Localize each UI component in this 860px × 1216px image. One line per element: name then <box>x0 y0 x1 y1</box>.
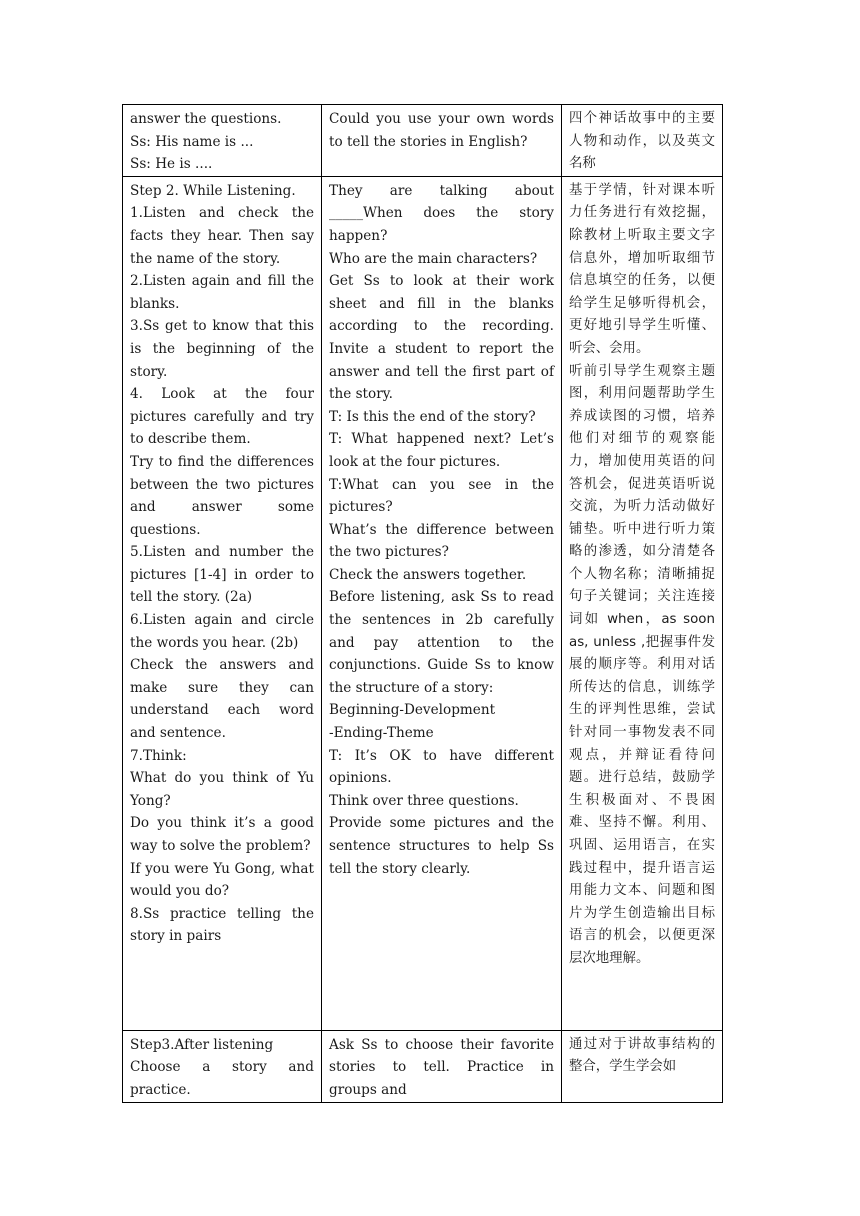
cell-paragraph: T: What happened next? Let’s look at the four pictures. <box>329 431 554 470</box>
cell-paragraph: Step3.After listening <box>130 1036 274 1053</box>
cell-paragraph: Could you use your own words to tell the stories in English? <box>329 111 554 150</box>
cell-paragraph: If you were Yu Gong, what would you do? <box>130 860 314 900</box>
table-row <box>123 1030 723 1102</box>
teacher-activity-cell <box>322 176 562 1030</box>
cell-paragraph: They are talking about _____When does the story happen? <box>329 182 554 244</box>
cell-paragraph: 8.Ss practice telling the story in pairs <box>130 905 314 945</box>
cell-paragraph: Step 2. While Listening. <box>130 182 296 199</box>
design-intent-cell <box>562 1030 723 1102</box>
student-activity-cell <box>123 176 322 1030</box>
cell-paragraph: Beginning-Development <box>329 702 496 719</box>
table-row <box>123 176 723 1030</box>
cell-paragraph: 7.Think: <box>130 747 187 764</box>
cell-paragraph: Ss: He is .... <box>130 156 213 173</box>
design-intent-cell <box>562 176 723 1030</box>
cell-paragraph: T: Is this the end of the story? <box>329 408 536 425</box>
cell-paragraph: 3.Ss get to know that this is the beginning of the story. <box>130 318 314 380</box>
cell-paragraph: answer the questions. <box>130 111 282 127</box>
cell-paragraph: 2.Listen again and fill the blanks. <box>130 273 314 312</box>
cell-paragraph: What do you think of Yu Yong? <box>130 770 314 809</box>
cell-paragraph: What’s the difference between the two pictures? <box>329 521 554 561</box>
cell-paragraph: 通过对于讲故事结构的整合，学生学会如 <box>569 1036 715 1075</box>
cell-paragraph: 5.Listen and number the pictures [1-4] in order to tell the story. (2a) <box>130 544 314 606</box>
cell-paragraph: -Ending-Theme <box>329 725 434 742</box>
table-row <box>123 105 723 177</box>
cell-paragraph: Check the answers and make sure they can understand each word and sentence. <box>130 657 314 742</box>
teacher-activity-cell <box>322 1030 562 1102</box>
lesson-plan-table <box>122 104 723 1103</box>
cell-paragraph: 1.Listen and check the facts they hear. Then say the name of the story. <box>130 205 314 267</box>
cell-paragraph: Choose a story and practice. <box>130 1059 314 1098</box>
cell-paragraph: Who are the main characters? <box>329 250 538 267</box>
cell-paragraph: Try to find the differences between the two pictures and answer some questions. <box>130 453 314 538</box>
student-activity-cell <box>123 1030 322 1102</box>
cell-paragraph: Get Ss to look at their work sheet and fill in the blanks according to the recording. Invite a student to report the answer and tell the first part of the story. <box>329 273 554 403</box>
cell-paragraph: Ask Ss to choose their favorite stories to tell. Practice in groups and <box>329 1036 554 1098</box>
cell-paragraph: 6.Listen again and circle the words you hear. (2b) <box>130 612 314 651</box>
teacher-activity-cell <box>322 105 562 177</box>
cell-paragraph: Do you think it’s a good way to solve the problem? <box>130 815 314 854</box>
cell-paragraph: 听前引导学生观察主题图，利用问题帮助学生养成读图的习惯，培养他们对细节的观察能力，增加使用英语的问答机会，促进英语听说交流，为听力活动做好铺垫。听中进行听力策略的渗透，如分清楚各个人物名称；清晰捕捉句子关键词；关注连接词如 when，as soon as, unless ,把握事件发展的顺序等。利用对话所传达的信息，训练学生的评判性思维，尝试针对同一事物发表不同观点，并辩证看待问题。进行总结，鼓励学生积极面对、不畏困难、坚持不懈。利用、巩固、运用语言，在实践过程中，提升语言运用能力文本、问题和图片为学生创造输出目标语言的机会，以便更深层次地理解。 <box>569 363 715 966</box>
cell-paragraph: 基于学情，针对课本听力任务进行有效挖掘，除教材上听取主要文字信息外，增加听取细节信息填空的任务，以便给学生足够听得机会，更好地引导学生听懂、听会、会用。 <box>569 182 715 356</box>
cell-paragraph: Check the answers together. <box>329 566 527 583</box>
cell-paragraph: Before listening, ask Ss to read the sentences in 2b carefully and pay attention to the conjunctions. Guide Ss to know the structure of a story: <box>329 589 554 696</box>
cell-paragraph: Ss: His name is ... <box>130 133 254 150</box>
design-intent-cell <box>562 105 723 177</box>
cell-paragraph: Provide some pictures and the sentence structures to help Ss tell the story clearly. <box>329 815 554 877</box>
cell-paragraph: 四个神话故事中的主要人物和动作，以及英文名称 <box>569 111 715 172</box>
cell-paragraph: 4. Look at the four pictures carefully and try to describe them. <box>130 386 314 448</box>
cell-paragraph: T:What can you see in the pictures? <box>329 476 554 516</box>
cell-paragraph: T: It’s OK to have different opinions. <box>329 747 554 787</box>
cell-paragraph: Think over three questions. <box>329 792 519 809</box>
lesson-plan-body <box>123 105 723 1103</box>
student-activity-cell <box>123 105 322 177</box>
